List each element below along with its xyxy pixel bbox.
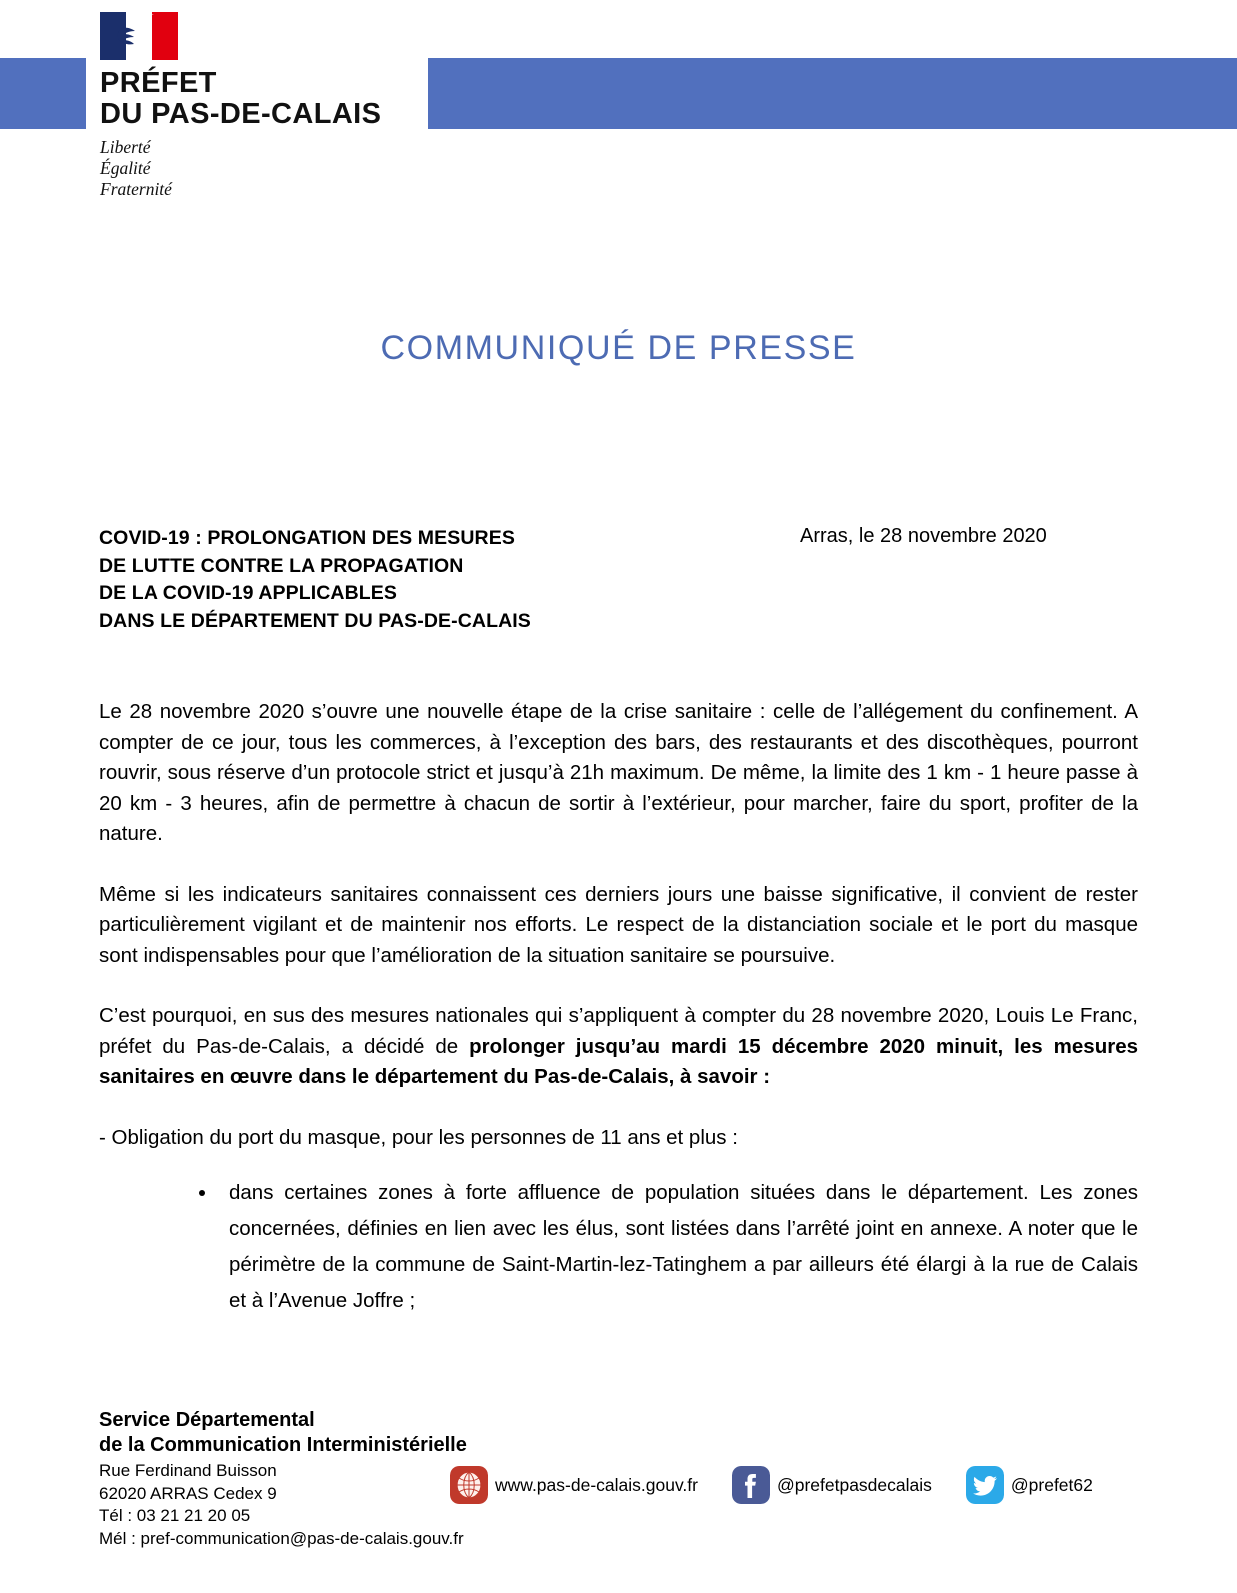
subject-line-1: COVID-19 : PROLONGATION DES MESURES (99, 527, 515, 549)
website-label: www.pas-de-calais.gouv.fr (495, 1474, 698, 1495)
institution-title-line1: PRÉFET (100, 67, 217, 99)
facebook-icon (732, 1466, 770, 1504)
body-paragraph-1: Le 28 novembre 2020 s’ouvre une nouvelle étape de la crise sanitaire : celle de l’allégement du confinement. A compter de ce jour, tous les commerces, à l’exception des bars, des restaurants et des discothèques, pourront rouvrir, sous réserve d’un protocole strict et jusqu’à 21h maximum. De même, la limite des 1 km - 1 heure passe à 20 km - 3 heures, afin de permettre à chacun de sortir à l’extérieur, pour marcher, faire du sport, profiter de la nature. (99, 700, 1138, 845)
subject-line-3: DE LA COVID-19 APPLICABLES (99, 582, 398, 604)
dateline: Arras, le 28 novembre 2020 (800, 525, 1047, 547)
facebook-label: @prefetpasdecalais (776, 1474, 932, 1495)
footer-service-line2: de la Communication Interministérielle (99, 1434, 467, 1456)
footer-address-line2: 62020 ARRAS Cedex 9 (99, 1483, 277, 1503)
measures-lead-item: - Obligation du port du masque, pour les personnes de 11 ans et plus : (99, 1125, 738, 1149)
globe-icon (450, 1466, 488, 1504)
list-item (99, 1175, 1138, 1319)
body-paragraph-2: Même si les indicateurs sanitaires connaissent ces derniers jours une baisse significative, il convient de rester particulièrement vigilant et de maintenir nos efforts. Le respect de la distanciation sociale et le port du masque sont indispensables pour que l’amélioration de la situation sanitaire se poursuive. (99, 882, 1138, 967)
subject-line-4: DANS LE DÉPARTEMENT DU PAS-DE-CALAIS (99, 609, 531, 632)
website-link[interactable] (450, 1466, 698, 1504)
motto-fraternite: Fraternité (100, 179, 172, 199)
footer-social-row (450, 1466, 1093, 1504)
footer-phone: Tél : 03 21 21 20 05 (99, 1506, 251, 1525)
document-kicker-title: COMMUNIQUÉ DE PRESSE (380, 329, 857, 367)
subject-line-2: DE LUTTE CONTRE LA PROPAGATION (99, 554, 464, 577)
facebook-link[interactable] (732, 1466, 932, 1504)
document-body (99, 697, 1138, 1319)
measures-bullet-list (99, 1175, 1138, 1319)
twitter-label: @prefet62 (1010, 1474, 1093, 1495)
subject-heading (99, 525, 659, 635)
institution-title (100, 68, 420, 130)
body-paragraph-3-bold: prolonger jusqu’au mardi 15 décembre 2020 minuit, les mesures sanitaires en œuvre dans le département du Pas-de-Calais, à savoir : (99, 1034, 1138, 1088)
body-paragraph-3 (99, 1001, 1138, 1093)
body-paragraph-3-normal: C’est pourquoi, en sus des mesures nationales qui s’appliquent à compter du 28 novembre 2020, Louis Le Franc, préfet du Pas-de-Calais, a décidé de (99, 1004, 1138, 1058)
header-banner-right (428, 58, 1237, 129)
footer-email: Mél : pref-communication@pas-de-calais.gouv.fr (99, 1528, 464, 1548)
twitter-link[interactable] (966, 1466, 1093, 1504)
motto-egalite: Égalité (100, 158, 151, 178)
motto-liberte: Liberté (100, 137, 151, 157)
footer-service-line1: Service Départemental (99, 1409, 315, 1431)
list-item-text: dans certaines zones à forte affluence de population situées dans le département. Les zones concernées, définies en lien avec les élus, sont listées dans l’arrêté joint en annexe. A noter que le périmètre de la commune de Saint-Martin-lez-Tatinghem a par ailleurs été élargi à la rue de Calais et à l’Avenue Joffre ; (229, 1181, 1138, 1312)
bullet-dot-icon (199, 1190, 205, 1196)
institution-logo-block (100, 12, 420, 200)
header-banner-left (0, 58, 86, 129)
footer-address-line1: Rue Ferdinand Buisson (99, 1461, 277, 1480)
twitter-icon (966, 1466, 1004, 1504)
republic-motto (100, 137, 420, 200)
marianne-logo-icon (100, 12, 178, 60)
footer-service-name (99, 1408, 1159, 1458)
institution-title-line2: DU PAS-DE-CALAIS (100, 98, 382, 130)
